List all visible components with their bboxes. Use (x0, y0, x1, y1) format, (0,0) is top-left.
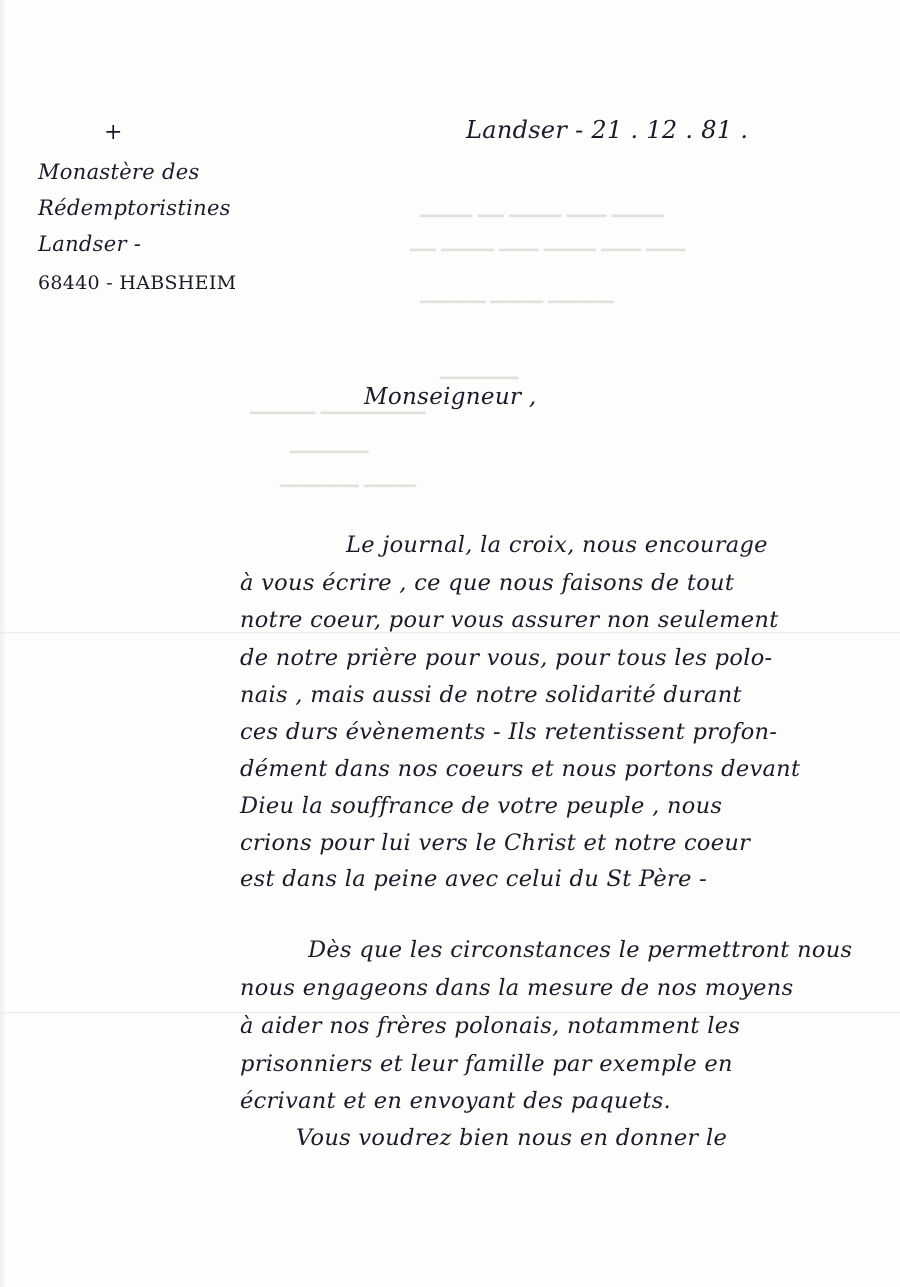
sender-address-line: Landser - (38, 232, 142, 256)
body-line: Vous voudrez bien nous en donner le (296, 1125, 728, 1151)
body-line: dément dans nos coeurs et nous portons devant (240, 756, 801, 782)
body-line: à aider nos frères polonais, notamment les (240, 1013, 741, 1039)
body-line: notre coeur, pour vous assurer non seulement (240, 607, 779, 633)
body-line: crions pour lui vers le Christ et notre coeur (240, 830, 751, 856)
body-line: à vous écrire , ce que nous faisons de tout (240, 570, 735, 596)
body-line: Dès que les circonstances le permettront nous (308, 937, 853, 963)
body-line: Dieu la souffrance de votre peuple , nous (240, 793, 723, 819)
body-line: Le journal, la croix, nous encourage (346, 532, 768, 558)
salutation: Monseigneur , (364, 384, 537, 410)
body-line: nais , mais aussi de notre solidarité durant (240, 682, 742, 708)
show-through-text: ▁▁▁ ▁▁▁ ▁▁▁▁ ▁▁▁ ▁▁▁▁ ▁▁ (410, 232, 686, 252)
body-line: ces durs évènements - Ils retentissent profon- (240, 719, 778, 745)
body-line: de notre prière pour vous, pour tous les polo- (240, 645, 773, 671)
show-through-text: ▁▁▁▁▁▁▁▁ ▁▁▁▁▁ (250, 395, 426, 415)
body-line: prisonniers et leur famille par exemple en (240, 1051, 733, 1077)
body-line: écrivant et en envoyant des paquets. (240, 1088, 672, 1114)
sender-address-line: 68440 - HABSHEIM (38, 272, 237, 294)
sender-address-line: Monastère des (38, 160, 200, 184)
paper-edge (0, 0, 6, 1287)
body-line: est dans la peine avec celui du St Père - (240, 866, 708, 892)
letter-date: Landser - 21 . 12 . 81 . (466, 116, 749, 144)
show-through-text: ▁▁▁▁▁▁ (290, 434, 369, 454)
show-through-text: ▁▁▁▁ ▁▁▁ ▁▁▁▁ ▁▁ ▁▁▁▁ (420, 198, 664, 218)
body-line: nous engageons dans la mesure de nos moyens (240, 975, 794, 1001)
show-through-text: ▁▁▁▁ ▁▁▁▁▁▁ (280, 468, 417, 488)
cross-symbol: + (104, 120, 123, 145)
show-through-text: ▁▁▁▁▁▁ (440, 360, 519, 380)
show-through-text: ▁▁▁▁▁ ▁▁▁▁ ▁▁▁▁▁ (420, 284, 614, 304)
sender-address-line: Rédemptoristines (38, 196, 231, 220)
